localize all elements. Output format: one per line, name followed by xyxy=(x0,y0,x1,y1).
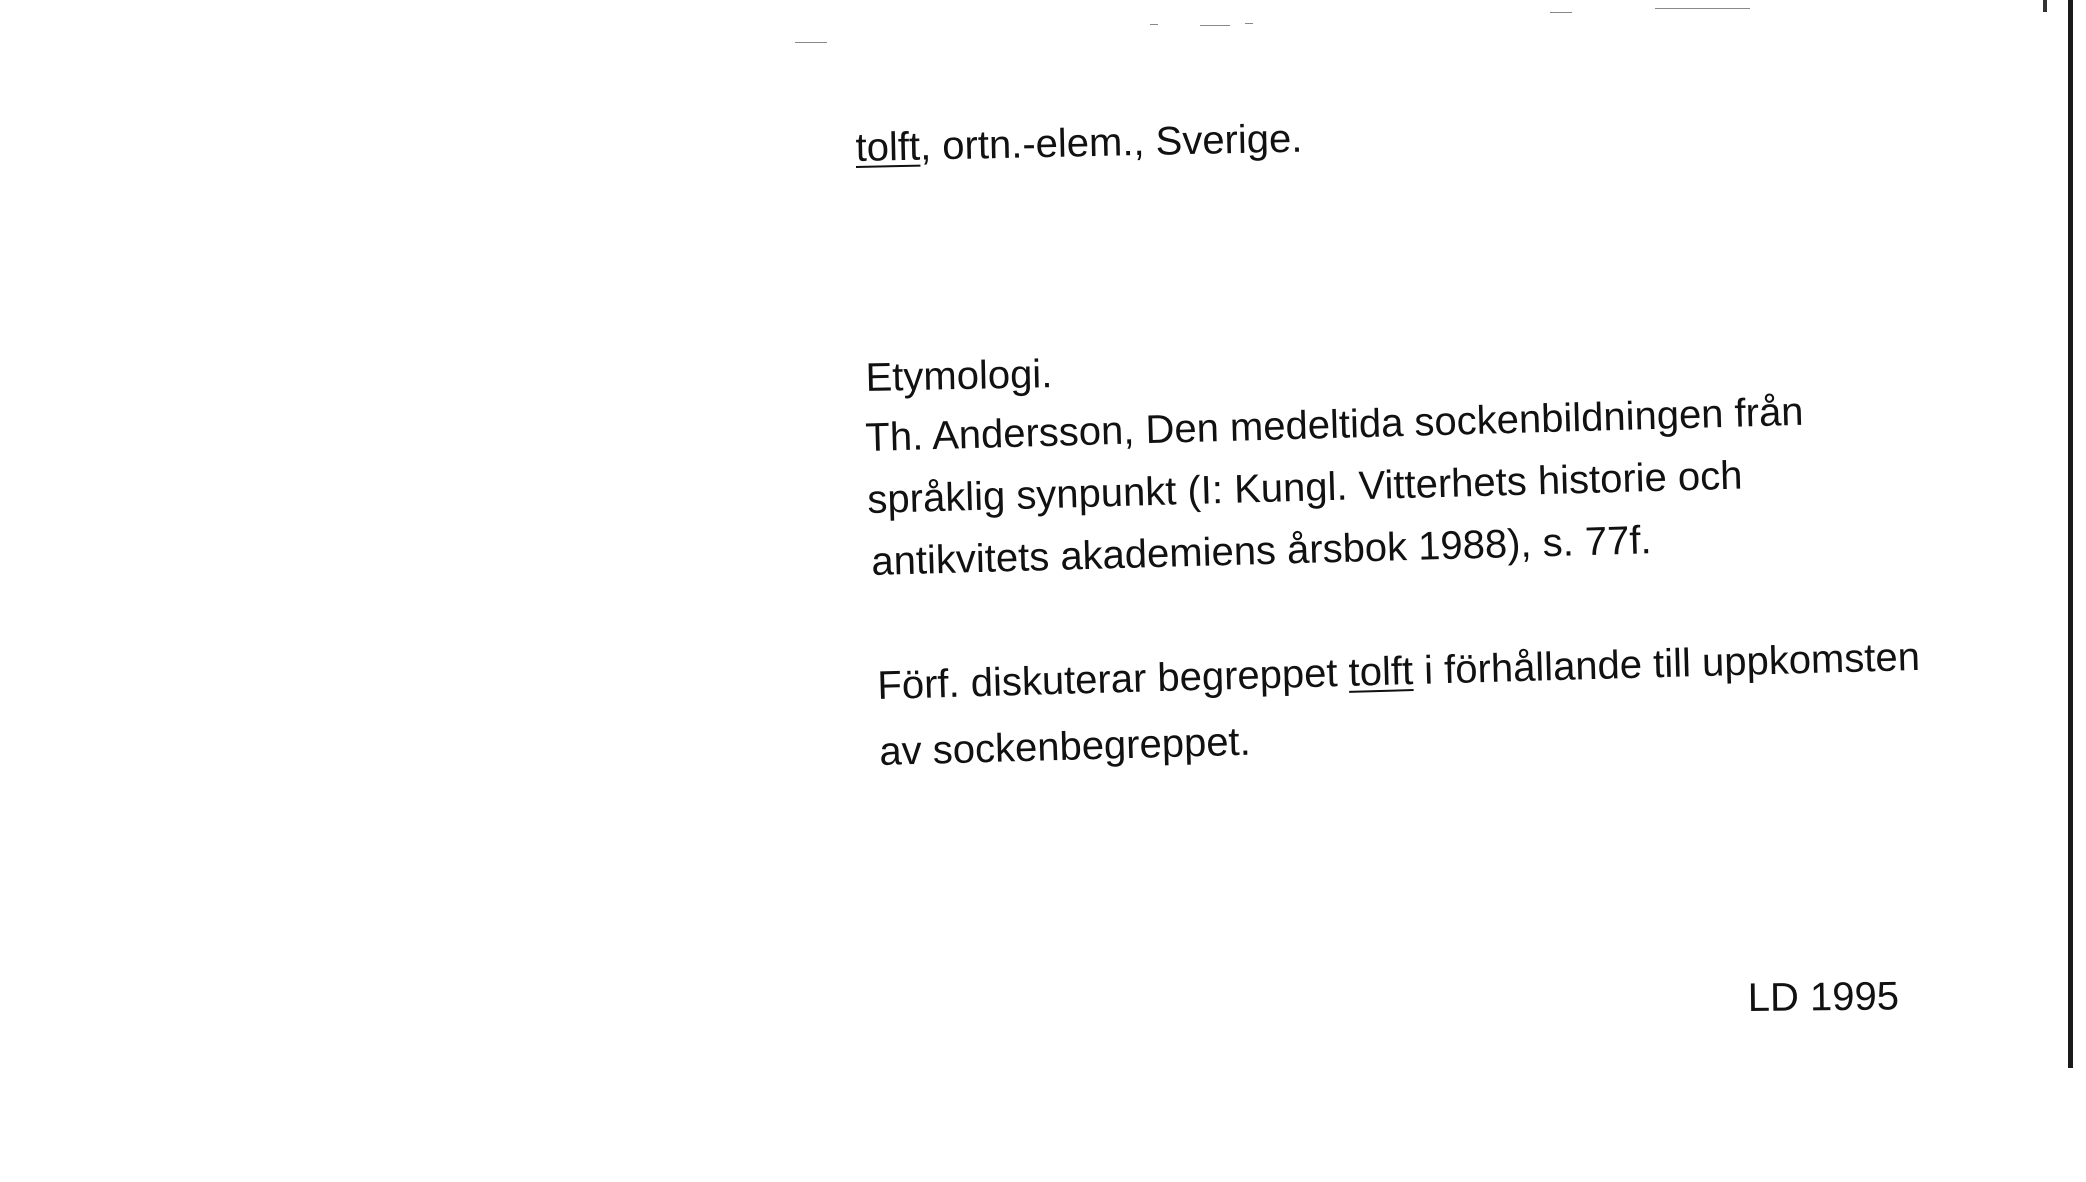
card-edge-mark xyxy=(2043,0,2047,12)
headword: tolft xyxy=(855,124,921,170)
signature: LD 1995 xyxy=(1747,974,1900,1020)
section-label: Etymologi. xyxy=(865,352,1053,400)
reference-line-2: språklig synpunkt (I: Kungl. Vitterhets historie och xyxy=(866,453,1743,522)
scan-speck xyxy=(1550,12,1572,13)
card-edge-shadow xyxy=(2068,0,2073,1068)
reference-line-1: Th. Andersson, Den medeltida sockenbildningen från xyxy=(864,389,1805,460)
scan-speck xyxy=(1655,8,1750,9)
scan-speck xyxy=(795,42,827,43)
note-line-1 xyxy=(876,634,1921,708)
scan-speck xyxy=(1245,23,1253,24)
note-text-before: Förf. diskuterar begreppet xyxy=(876,650,1350,708)
note-term: tolft xyxy=(1348,649,1414,695)
heading-rest: , ortn.-elem., Sverige. xyxy=(919,116,1303,169)
reference-line-3: antikvitets akademiens årsbok 1988), s. 77f. xyxy=(870,518,1653,584)
note-text-after: i förhållande till uppkomsten xyxy=(1412,634,1921,694)
scan-speck xyxy=(1150,24,1158,25)
scan-speck xyxy=(1200,25,1230,26)
note-line-2: av sockenbegreppet. xyxy=(878,719,1252,774)
heading-line xyxy=(855,116,1303,170)
